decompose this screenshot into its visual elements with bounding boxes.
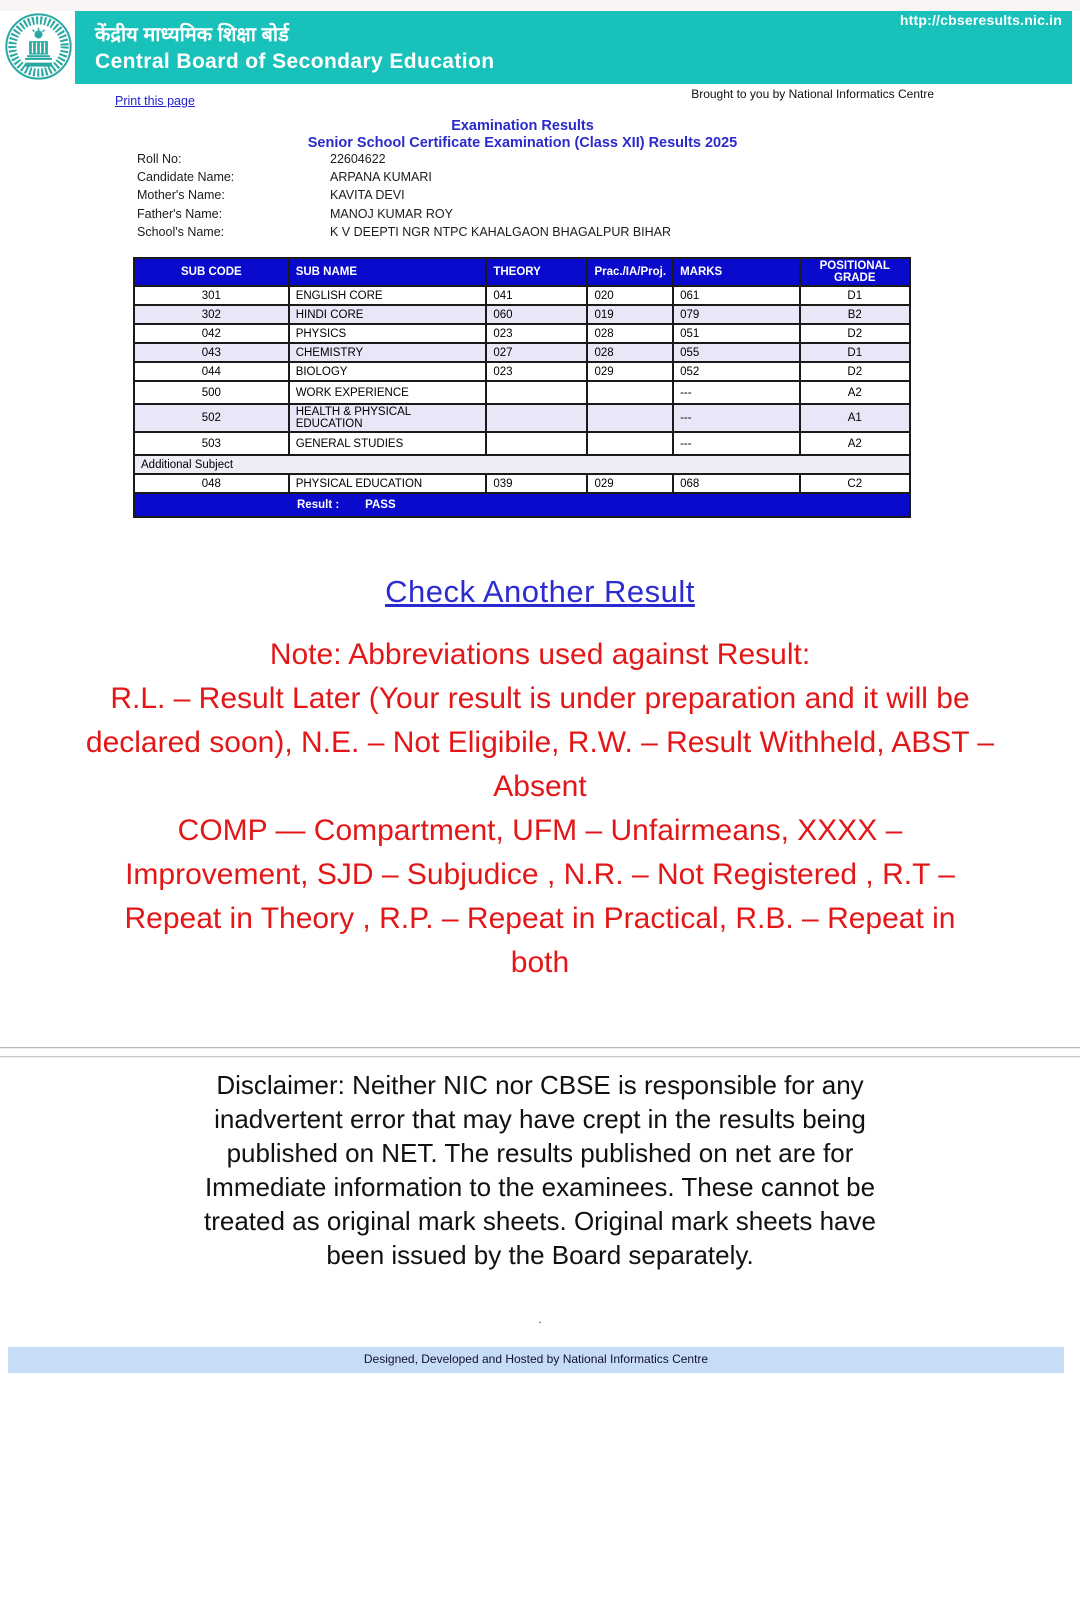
- note-line: both: [510, 946, 570, 979]
- site-url: http://cbseresults.nic.in: [899, 12, 1062, 28]
- detail-row-father: [137, 207, 671, 225]
- col-prac: Prac./IA/Proj.: [587, 258, 673, 286]
- table-row: 500 WORK EXPERIENCE --- A2: [134, 381, 910, 404]
- col-sub-code: SUB CODE: [134, 258, 289, 286]
- org-name-hindi: केंद्रीय माध्यमिक शिक्षा बोर्ड: [95, 24, 289, 46]
- footer-bar: [8, 1347, 1064, 1373]
- detail-row-roll: [137, 152, 671, 170]
- school-name-value: K V DEEPTI NGR NTPC KAHALGAON BHAGALPUR BIHAR: [330, 224, 672, 239]
- father-name-label: Father's Name:: [137, 206, 223, 221]
- roll-no-value: 22604622: [330, 152, 386, 166]
- stray-dot: .: [538, 1312, 542, 1326]
- org-name-english: Central Board of Secondary Education: [95, 50, 495, 73]
- disclaimer-text: [0, 1068, 1080, 1272]
- check-another-result-link[interactable]: Check Another Result: [385, 574, 695, 609]
- mother-name-value: KAVITA DEVI: [330, 188, 405, 203]
- detail-row-school: [137, 225, 671, 243]
- exam-subtitle: Senior School Certificate Examination (Class XII) Results 2025: [307, 135, 738, 151]
- brought-by-text: Brought to you by National Informatics Centre: [691, 87, 934, 101]
- cbse-logo-icon: [5, 13, 72, 80]
- note-line: Repeat in Theory , R.P. – Repeat in Practical, R.B. – Repeat in: [124, 902, 956, 935]
- col-sub-name: SUB NAME: [289, 258, 487, 286]
- col-marks: MARKS: [673, 258, 799, 286]
- table-row: 301 ENGLISH CORE 041 020 061 D1: [134, 286, 910, 305]
- result-status: PASS: [365, 499, 396, 511]
- disclaimer-line: published on NET. The results published on net are for: [226, 1138, 854, 1168]
- abbreviations-note: [0, 633, 1080, 985]
- result-row: [134, 493, 910, 517]
- table-row: 042 PHYSICS 023 028 051 D2: [134, 324, 910, 343]
- disclaimer-line: treated as original mark sheets. Original mark sheets have: [204, 1206, 876, 1236]
- table-row: 503 GENERAL STUDIES --- A2: [134, 432, 910, 455]
- top-strip: [0, 0, 1080, 11]
- note-line: Improvement, SJD – Subjudice , N.R. – Not Registered , R.T –: [125, 858, 955, 891]
- father-name-value: MANOJ KUMAR ROY: [330, 206, 453, 221]
- note-line: COMP — Compartment, UFM – Unfairmeans, XXXX –: [177, 814, 903, 847]
- mother-name-label: Mother's Name:: [137, 188, 225, 203]
- table-row: 043 CHEMISTRY 027 028 055 D1: [134, 343, 910, 362]
- divider: [0, 1047, 1080, 1049]
- result-label: Result :: [297, 499, 340, 511]
- note-line: declared soon), N.E. – Not Eligibile, R.W. – Result Withheld, ABST –: [85, 726, 995, 759]
- note-line: Absent: [493, 770, 587, 803]
- detail-row-mother: [137, 188, 671, 206]
- table-header-row: [134, 258, 910, 286]
- candidate-name-label: Candidate Name:: [137, 170, 235, 185]
- candidate-name-value: ARPANA KUMARI: [330, 170, 432, 185]
- school-name-label: School's Name:: [137, 224, 225, 239]
- page-title: Examination Results: [451, 118, 594, 134]
- additional-subject-row: [134, 455, 910, 474]
- col-theory: THEORY: [486, 258, 587, 286]
- footer-text: Designed, Developed and Hosted by National Informatics Centre: [363, 1352, 709, 1366]
- header-band: [75, 11, 1072, 84]
- table-row: 044 BIOLOGY 023 029 052 D2: [134, 362, 910, 381]
- detail-row-candidate: [137, 170, 671, 188]
- additional-subject-label: Additional Subject: [134, 455, 910, 474]
- disclaimer-line: been issued by the Board separately.: [326, 1240, 754, 1270]
- col-grade: POSITIONAL GRADE: [800, 258, 910, 286]
- table-row: 502 HEALTH & PHYSICAL EDUCATION --- A1: [134, 404, 910, 432]
- note-heading: Note: Abbreviations used against Result:: [269, 638, 811, 671]
- print-page-link[interactable]: Print this page: [115, 94, 195, 108]
- marks-table: [133, 257, 911, 518]
- disclaimer-line: Immediate information to the examinees. These cannot be: [204, 1172, 876, 1202]
- roll-no-label: Roll No:: [137, 152, 182, 166]
- candidate-details: [137, 152, 671, 243]
- disclaimer-line: inadvertent error that may have crept in the results being: [214, 1104, 866, 1134]
- table-row: 048 PHYSICAL EDUCATION 039 029 068 C2: [134, 474, 910, 493]
- table-row: 302 HINDI CORE 060 019 079 B2: [134, 305, 910, 324]
- divider: [0, 1056, 1080, 1058]
- note-line: R.L. – Result Later (Your result is under preparation and it will be: [110, 682, 970, 715]
- disclaimer-line: Disclaimer: Neither NIC nor CBSE is responsible for any: [216, 1070, 864, 1100]
